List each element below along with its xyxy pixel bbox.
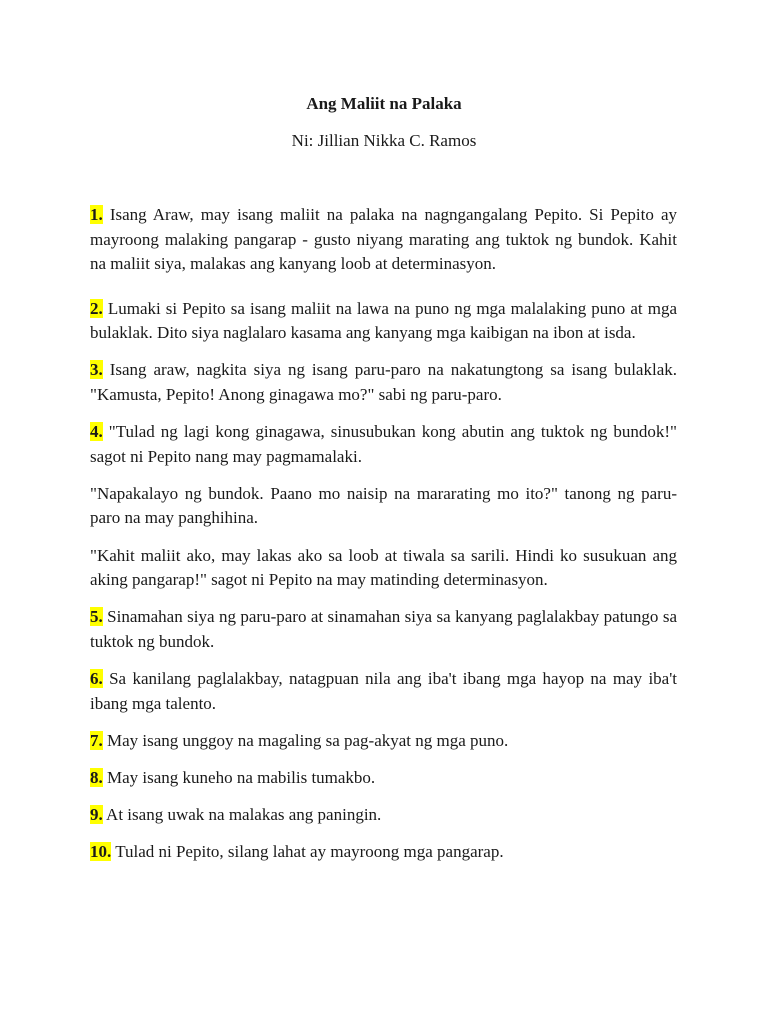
paragraph-text: At isang uwak na malakas ang paningin. — [102, 804, 382, 824]
paragraph-number: 2. — [90, 298, 103, 318]
paragraph-1 — [90, 203, 677, 277]
paragraph-number: 7. — [90, 730, 103, 750]
paragraph-7 — [90, 729, 677, 754]
paragraph-number: 4. — [90, 422, 103, 442]
paragraph-text: "Tulad ng lagi kong ginagawa, sinusubukan kong abutin ang tuktok ng bundok!" sagot ni Pepito nang may pagmamalaki. — [90, 422, 677, 466]
paragraph-5 — [90, 605, 677, 654]
paragraph-text: Lumaki si Pepito sa isang maliit na lawa na puno ng mga malalaking puno at mga bulaklak. Dito siya naglalaro kasama ang kanyang mga kaibigan na ibon at isda. — [90, 298, 677, 343]
paragraph-dialogue-butterfly — [90, 482, 677, 531]
paragraph-text: "Kahit maliit ako, may lakas ako sa loob at tiwala sa sarili. Hindi ko susukuan ang aking pangarap!" sagot ni Pepito na may matinding determinasyon. — [90, 545, 677, 590]
paragraph-number: 1. — [90, 205, 103, 224]
document-author: Ni: Jillian Nikka C. Ramos — [291, 131, 477, 150]
paragraph-text: Isang araw, nagkita siya ng isang paru-paro na nakatungtong sa isang bulaklak. "Kamusta, Pepito! Anong ginagawa mo?" sabi ng paru-paro. — [90, 360, 677, 405]
paragraph-3 — [90, 358, 677, 407]
paragraph-9 — [90, 803, 677, 828]
paragraph-2 — [90, 297, 677, 346]
paragraph-text: Tulad ni Pepito, silang lahat ay mayroong mga pangarap. — [111, 841, 504, 861]
paragraph-dialogue-pepito — [90, 544, 677, 593]
paragraph-number: 9. — [90, 804, 103, 824]
paragraph-number: 8. — [90, 767, 103, 787]
paragraph-text: "Napakalayo ng bundok. Paano mo naisip na mararating mo ito?" tanong ng paru-paro na may panghihina. — [90, 483, 677, 528]
paragraph-10 — [90, 840, 677, 865]
paragraph-number: 5. — [90, 607, 103, 627]
paragraph-text: May isang kuneho na mabilis tumakbo. — [102, 767, 376, 787]
paragraph-number: 10. — [90, 841, 112, 861]
document-title: Ang Maliit na Palaka — [306, 94, 462, 113]
paragraph-text: Sinamahan siya ng paru-paro at sinamahan siya sa kanyang paglalakbay patungo sa tuktok ng bundok. — [90, 607, 677, 651]
paragraph-text: May isang unggoy na magaling sa pag-akyat ng mga puno. — [102, 730, 509, 750]
paragraph-4 — [90, 420, 677, 469]
paragraph-text: Sa kanilang paglalakbay, natagpuan nila ang iba't ibang mga hayop na may iba't ibang mga talento. — [90, 668, 677, 713]
story-body — [90, 203, 677, 877]
paragraph-8 — [90, 766, 677, 791]
paragraph-text: Isang Araw, may isang maliit na palaka na nagngangalang Pepito. Si Pepito ay mayroong malaking pangarap - gusto niyang marating ang tuktok ng bundok. Kahit na maliit siya, malakas ang kanyang loob at determinasyon. — [90, 205, 677, 274]
paragraph-number: 6. — [90, 668, 103, 688]
paragraph-6 — [90, 667, 677, 716]
paragraph-number: 3. — [90, 360, 103, 380]
